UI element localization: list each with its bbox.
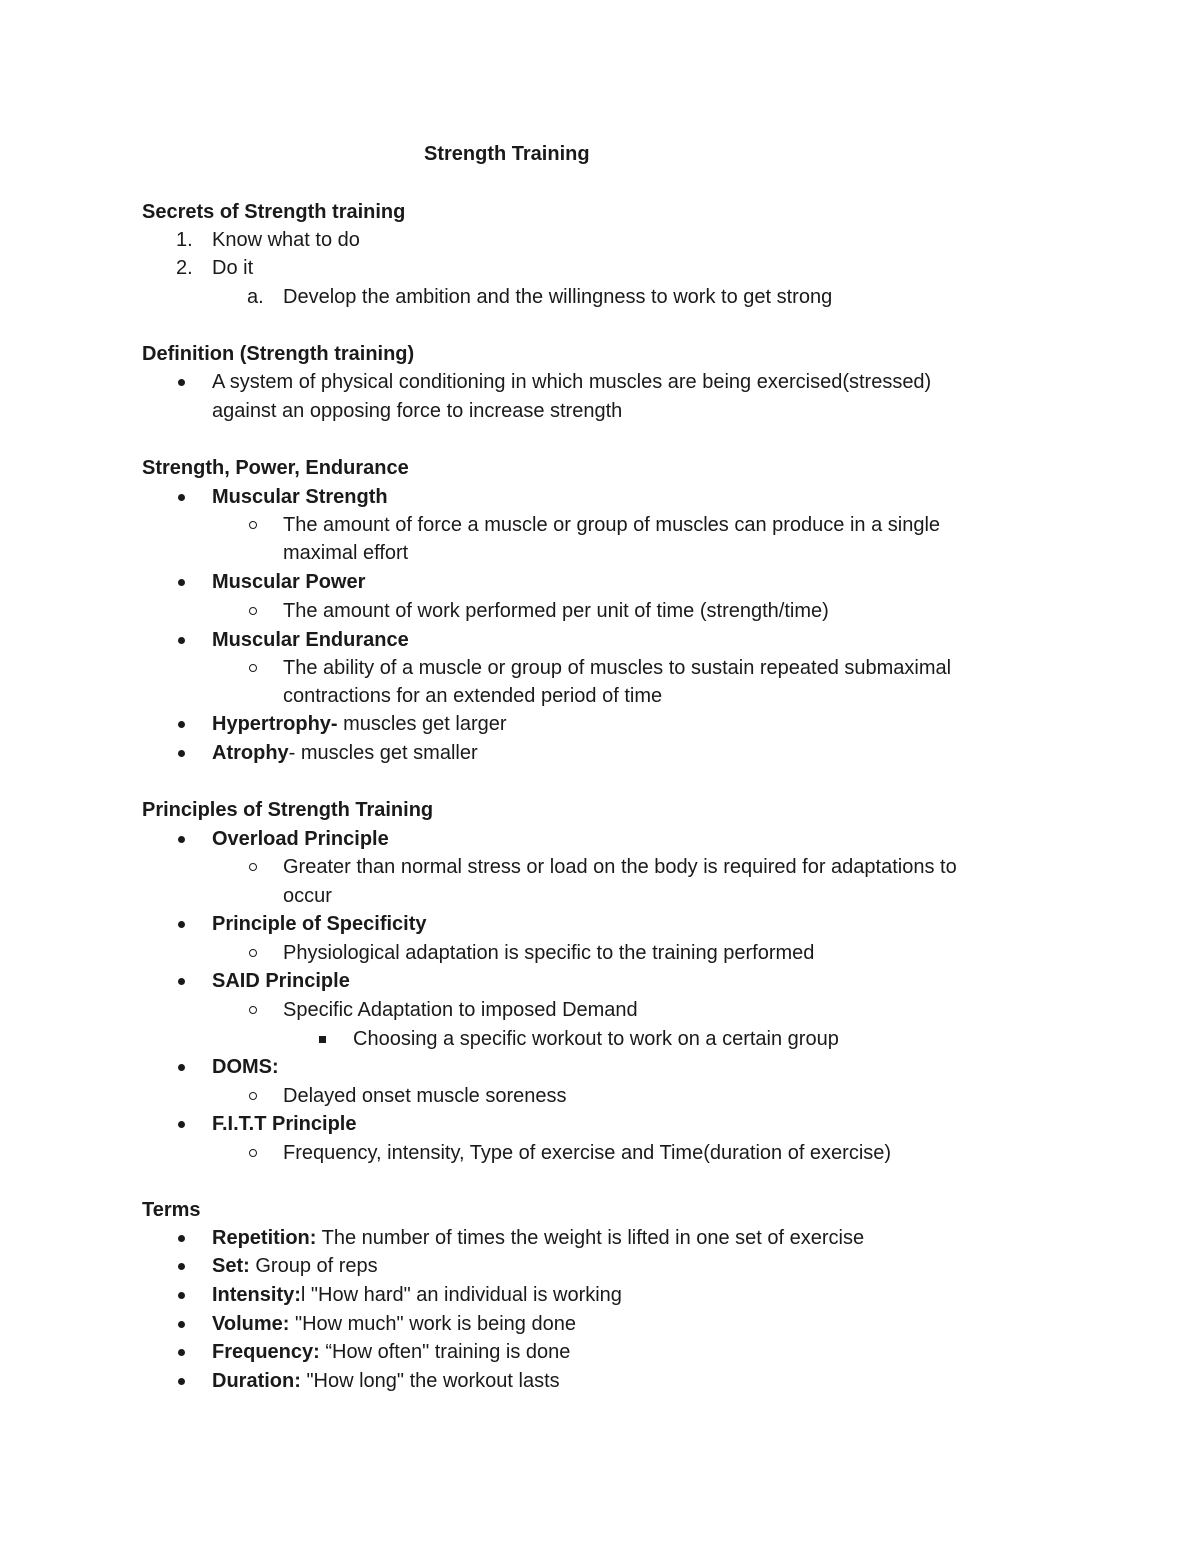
principle-said: SAID Principle bbox=[212, 970, 350, 992]
term-text: Group of reps bbox=[249, 1255, 378, 1277]
principle-description: Specific Adaptation to imposed Demand bbox=[283, 999, 638, 1021]
term-frequency bbox=[212, 1338, 570, 1366]
term-label: Duration: bbox=[212, 1370, 301, 1392]
term-atrophy bbox=[212, 739, 478, 767]
circle-bullet-icon bbox=[249, 1092, 257, 1100]
term-text: "How much" work is being done bbox=[289, 1313, 576, 1335]
list-item: Know what to do bbox=[212, 229, 360, 251]
bullet-icon bbox=[178, 1064, 185, 1071]
principle-fitt: F.I.T.T Principle bbox=[212, 1113, 357, 1135]
circle-bullet-icon bbox=[249, 664, 257, 672]
term-label: Set: bbox=[212, 1255, 250, 1277]
term-description: The ability of a muscle or group of muscles to sustain repeated submaximal bbox=[283, 657, 952, 679]
term-muscular-endurance: Muscular Endurance bbox=[212, 629, 409, 651]
term-description: maximal effort bbox=[283, 542, 409, 564]
bullet-icon bbox=[178, 1321, 185, 1328]
term-label: Frequency: bbox=[212, 1341, 320, 1363]
bullet-icon bbox=[178, 1292, 185, 1299]
circle-bullet-icon bbox=[249, 1006, 257, 1014]
term-repetition bbox=[212, 1224, 864, 1252]
list-number: 1. bbox=[176, 229, 193, 251]
definition-text-line: A system of physical conditioning in which muscles are being exercised(stressed) bbox=[212, 371, 932, 393]
circle-bullet-icon bbox=[249, 949, 257, 957]
bullet-icon bbox=[178, 1235, 185, 1242]
bullet-icon bbox=[178, 1349, 185, 1356]
list-letter: a. bbox=[247, 286, 264, 308]
principle-description: occur bbox=[283, 885, 332, 907]
term-label: Hypertrophy- bbox=[212, 713, 338, 735]
definition-text-line: against an opposing force to increase strength bbox=[212, 400, 623, 422]
section-heading-definition: Definition (Strength training) bbox=[142, 343, 415, 365]
term-text: - muscles get smaller bbox=[288, 742, 478, 764]
term-label: Atrophy bbox=[212, 742, 289, 764]
term-muscular-strength: Muscular Strength bbox=[212, 486, 388, 508]
bullet-icon bbox=[178, 750, 185, 757]
section-heading-terms: Terms bbox=[142, 1199, 201, 1221]
bullet-icon bbox=[178, 836, 185, 843]
section-heading-secrets: Secrets of Strength training bbox=[142, 201, 406, 223]
bullet-icon bbox=[178, 978, 185, 985]
bullet-icon bbox=[178, 637, 185, 644]
principle-description: Delayed onset muscle soreness bbox=[283, 1085, 567, 1107]
circle-bullet-icon bbox=[249, 521, 257, 529]
list-number: 2. bbox=[176, 257, 193, 279]
page-title: Strength Training bbox=[424, 143, 590, 165]
term-duration bbox=[212, 1367, 560, 1395]
section-heading-spe: Strength, Power, Endurance bbox=[142, 457, 409, 479]
term-text: muscles get larger bbox=[337, 713, 507, 735]
bullet-icon bbox=[178, 1378, 185, 1385]
term-volume bbox=[212, 1310, 576, 1338]
term-label: Intensity: bbox=[212, 1284, 301, 1306]
term-set bbox=[212, 1252, 378, 1280]
term-description: The amount of force a muscle or group of muscles can produce in a single bbox=[283, 514, 941, 536]
term-text: The number of times the weight is lifted in one set of exercise bbox=[316, 1227, 865, 1249]
principle-doms: DOMS: bbox=[212, 1056, 279, 1078]
principle-description: Frequency, intensity, Type of exercise and Time(duration of exercise) bbox=[283, 1142, 892, 1164]
circle-bullet-icon bbox=[249, 1149, 257, 1157]
term-intensity bbox=[212, 1281, 622, 1309]
term-label: Volume: bbox=[212, 1313, 290, 1335]
bullet-icon bbox=[178, 921, 185, 928]
list-subitem: Develop the ambition and the willingness to work to get strong bbox=[283, 286, 833, 308]
circle-bullet-icon bbox=[249, 863, 257, 871]
principle-description: Physiological adaptation is specific to the training performed bbox=[283, 942, 815, 964]
bullet-icon bbox=[178, 1121, 185, 1128]
principle-specificity: Principle of Specificity bbox=[212, 913, 427, 935]
term-label: Repetition: bbox=[212, 1227, 317, 1249]
bullet-icon bbox=[178, 579, 185, 586]
square-bullet-icon bbox=[319, 1036, 326, 1043]
bullet-icon bbox=[178, 1263, 185, 1270]
term-description: contractions for an extended period of time bbox=[283, 685, 663, 707]
principle-description: Greater than normal stress or load on the body is required for adaptations to bbox=[283, 856, 957, 878]
term-text: "How long" the workout lasts bbox=[300, 1370, 560, 1392]
section-heading-principles: Principles of Strength Training bbox=[142, 799, 434, 821]
principle-overload: Overload Principle bbox=[212, 828, 389, 850]
term-hypertrophy bbox=[212, 710, 507, 738]
list-item: Do it bbox=[212, 257, 254, 279]
bullet-icon bbox=[178, 379, 185, 386]
term-text: l "How hard" an individual is working bbox=[300, 1284, 622, 1306]
bullet-icon bbox=[178, 494, 185, 501]
term-description: The amount of work performed per unit of time (strength/time) bbox=[283, 600, 829, 622]
principle-subdescription: Choosing a specific workout to work on a certain group bbox=[353, 1028, 839, 1050]
term-muscular-power: Muscular Power bbox=[212, 571, 366, 593]
bullet-icon bbox=[178, 721, 185, 728]
term-text: “How often" training is done bbox=[319, 1341, 571, 1363]
circle-bullet-icon bbox=[249, 607, 257, 615]
